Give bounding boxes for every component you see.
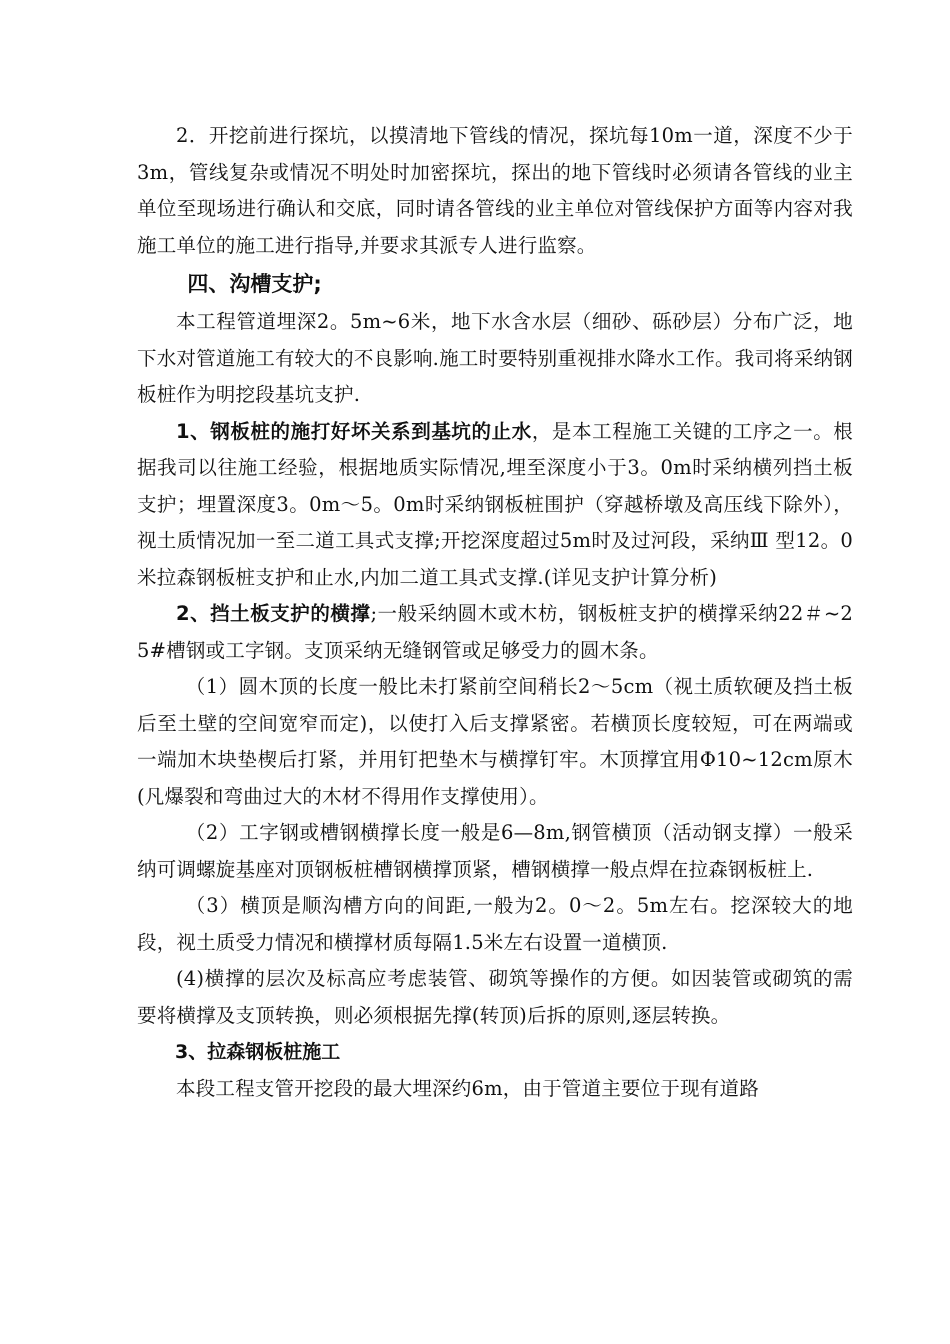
paragraph-intro: 本工程管道埋深2。5m~6米，地下水含水层（细砂、砾砂层）分布广泛，地下水对管道施工有较大的不良影响.施工时要特别重视排水降水工作。我司将采纳钢板桩作为明挖段基坑支护. [137, 310, 853, 406]
item-3-heading: 3、拉森钢板桩施工 [175, 1041, 341, 1063]
paragraph-sub-1: （1）圆木顶的长度一般比未打紧前空间稍长2～5cm（视土质软硬及挡土板后至土壁的空间宽窄而定)，以使打入后支撑紧密。若横顶长度较短，可在两端或一端加木块垫楔后打紧，并用钉把垫木与横撑钉牢。木顶撑宜用Φ10~12cm原木(凡爆裂和弯曲过大的木材不得用作支撑使用）。 [137, 675, 853, 808]
paragraph-item-2 [137, 596, 853, 669]
paragraph-probe-pits: 2．开挖前进行探坑，以摸清地下管线的情况，探坑每10m一道，深度不少于3m，管线复杂或情况不明处时加密探坑，探出的地下管线时必须请各管线的业主单位至现场进行确认和交底，同时请各管线的业主单位对管线保护方面等内容对我施工单位的施工进行指导,并要求其派专人进行监察。 [137, 124, 853, 257]
item-2-text: ;一般采纳圆木或木枋，钢板桩支护的横撑采纳22＃~25#槽钢或工字钢。支顶采纳无缝钢管或足够受力的圆木条。 [137, 602, 853, 662]
paragraph-sub-2: （2）工字钢或槽钢横撑长度一般是6—8m,钢管横顶（活动钢支撑）一般采纳可调螺旋基座对顶钢板桩槽钢横撑顶紧，槽钢横撑一般点焊在拉森钢板桩上. [137, 821, 853, 881]
paragraph-item-1 [137, 414, 853, 597]
paragraph-sub-4: (4)横撑的层次及标高应考虑装管、砌筑等操作的方便。如因装管或砌筑的需要将横撑及支顶转换，则必须根据先撑(转顶)后拆的原则,逐层转换。 [137, 967, 853, 1027]
section-heading-trench-support: 四、沟槽支护; [187, 272, 322, 296]
document-body [137, 118, 853, 1107]
item-1-text: ，是本工程施工关键的工序之一。根据我司以往施工经验，根据地质实际情况,埋至深度小于3。0m时采纳横列挡土板支护；埋置深度3。0m～5。0m时采纳钢板桩围护（穿越桥墩及高压线下除外），视土质情况加一至二道工具式支撑;开挖深度超过5m时及过河段，采纳Ⅲ 型12。0米拉森钢板桩支护和止水,内加二道工具式支撑.(详见支护计算分析) [137, 419, 853, 589]
paragraph-sub-3: （3）横顶是顺沟槽方向的间距,一般为2。0～2。5m左右。挖深较大的地段，视土质受力情况和横撑材质每隔1.5米左右设置一道横顶. [137, 894, 853, 954]
item-2-lead: 2、挡土板支护的横撑 [176, 602, 371, 625]
item-1-lead: 1、钢板桩的施打好坏关系到基坑的止水 [176, 419, 532, 443]
paragraph-last: 本段工程支管开挖段的最大埋深约6m，由于管道主要位于现有道路 [176, 1076, 759, 1100]
